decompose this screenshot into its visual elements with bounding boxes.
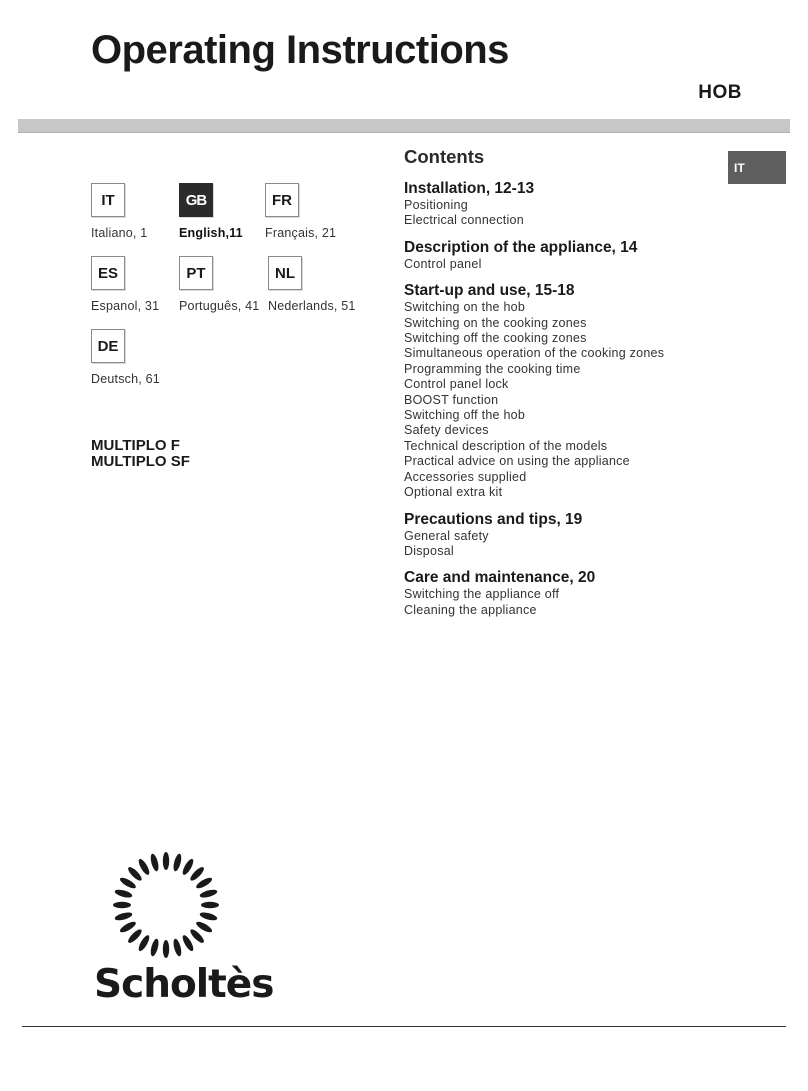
language-page: English,11 (179, 226, 243, 240)
contents-section (404, 568, 714, 618)
table-of-contents (404, 146, 714, 627)
section-item[interactable]: Control panel lock (404, 377, 509, 392)
language-es[interactable] (91, 256, 181, 313)
contents-section (404, 179, 714, 229)
section-item[interactable]: Switching off the cooking zones (404, 331, 587, 346)
logo-ray (114, 911, 133, 922)
language-page: Português, 41 (179, 299, 260, 313)
section-item[interactable]: Optional extra kit (404, 485, 503, 500)
language-code: DE (91, 329, 125, 363)
logo-ray (113, 902, 131, 908)
header-divider-bar (18, 119, 790, 133)
logo-ray (137, 934, 152, 953)
section-item[interactable]: Safety devices (404, 423, 489, 438)
logo-ray (181, 934, 196, 953)
section-item[interactable]: BOOST function (404, 392, 499, 407)
language-page: Italiano, 1 (91, 226, 148, 240)
logo-ray (181, 857, 196, 876)
page-title: Operating Instructions (91, 28, 509, 72)
section-item[interactable]: Positioning (404, 198, 468, 212)
language-code: ES (91, 256, 125, 290)
language-page: Français, 21 (265, 226, 337, 240)
logo-ray (199, 888, 218, 899)
logo-ray (195, 920, 214, 935)
section-item[interactable]: Accessories supplied (404, 469, 527, 484)
language-tab[interactable]: IT (728, 151, 786, 184)
section-heading[interactable]: Description of the appliance, 14 (404, 238, 638, 256)
language-it[interactable] (91, 183, 181, 240)
language-pt[interactable] (179, 256, 269, 313)
model-name: MULTIPLO SF (91, 453, 190, 470)
section-item[interactable]: Programming the cooking time (404, 361, 581, 376)
section-item[interactable]: Simultaneous operation of the cooking zones (404, 346, 665, 361)
brand-name: Scholtès (94, 962, 274, 1007)
language-page: Deutsch, 61 (91, 372, 160, 386)
language-gb[interactable] (179, 183, 269, 240)
contents-section (404, 238, 714, 272)
logo-ray (118, 876, 137, 891)
section-item[interactable]: Technical description of the models (404, 438, 608, 453)
footer-divider (22, 1026, 786, 1027)
language-code: PT (179, 256, 213, 290)
section-heading[interactable]: Precautions and tips, 19 (404, 510, 583, 528)
language-page: Espanol, 31 (91, 299, 160, 313)
language-code: FR (265, 183, 299, 217)
language-nl[interactable] (268, 256, 358, 313)
language-code: IT (91, 183, 125, 217)
section-item[interactable]: Switching on the hob (404, 300, 526, 315)
section-item[interactable]: Switching on the cooking zones (404, 315, 587, 330)
logo-ray (172, 853, 183, 872)
contents-section (404, 510, 714, 560)
section-heading[interactable]: Start-up and use, 15-18 (404, 282, 575, 300)
section-heading[interactable]: Installation, 12-13 (404, 180, 535, 197)
logo-ray (163, 940, 169, 958)
section-item[interactable]: Electrical connection (404, 213, 524, 228)
section-item[interactable]: Disposal (404, 543, 454, 558)
language-page: Nederlands, 51 (268, 299, 356, 313)
logo-ray (149, 853, 160, 872)
section-item[interactable]: Switching the appliance off (404, 587, 560, 602)
section-item[interactable]: Switching off the hob (404, 408, 526, 423)
model-name: MULTIPLO F (91, 437, 180, 454)
language-code: NL (268, 256, 302, 290)
logo-ray (172, 938, 183, 957)
section-item[interactable]: Practical advice on using the appliance (404, 454, 630, 469)
model-names (91, 438, 190, 470)
language-fr[interactable] (265, 183, 355, 240)
logo-ray (199, 911, 218, 922)
logo-ray (114, 888, 133, 899)
logo-ray (149, 938, 160, 957)
logo-ray (195, 876, 214, 891)
contents-title: Contents (404, 146, 485, 167)
section-item[interactable]: General safety (404, 528, 489, 543)
logo-ray (118, 920, 137, 935)
logo-ray (163, 852, 169, 870)
section-heading[interactable]: Care and maintenance, 20 (404, 569, 596, 587)
language-code: GB (179, 183, 213, 217)
logo-ray (201, 902, 219, 908)
contents-section (404, 281, 714, 500)
logo-ray (137, 857, 152, 876)
section-item[interactable]: Cleaning the appliance (404, 602, 537, 617)
section-item[interactable]: Control panel (404, 256, 482, 271)
product-type: HOB (698, 82, 742, 103)
language-de[interactable] (91, 329, 181, 386)
